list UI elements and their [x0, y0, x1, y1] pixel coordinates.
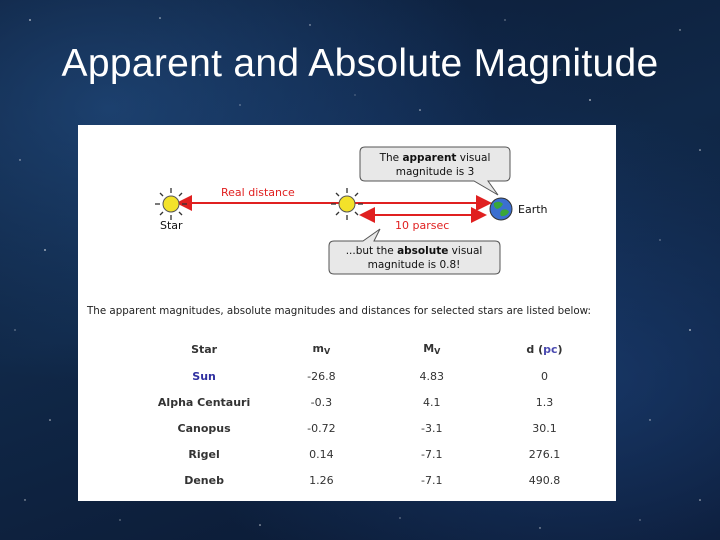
apparent-magnitude-cell: -0.3 — [310, 395, 333, 409]
star-label: Star — [160, 219, 183, 232]
apparent-note-suffix: visual — [456, 152, 491, 164]
near-star-sun-icon — [331, 188, 363, 220]
apparent-magnitude-cell: 0.14 — [309, 447, 334, 461]
absolute-note-prefix: ...but the — [345, 245, 398, 257]
distance-cell: 1.3 — [535, 395, 554, 409]
ten-parsec-label: 10 parsec — [395, 219, 450, 232]
header-star: Star — [191, 342, 218, 356]
table-row — [142, 363, 602, 389]
slide-title: Apparent and Absolute Magnitude — [61, 42, 659, 85]
distance-cell: 30.1 — [532, 421, 557, 435]
distance-cell: 276.1 — [528, 447, 561, 461]
earth-icon — [490, 198, 512, 220]
svg-text:...but the absolute visual — [346, 245, 483, 257]
distance-cell: 0 — [540, 369, 548, 383]
absolute-magnitude-cell: -3.1 — [421, 421, 443, 435]
star-name: Canopus — [177, 421, 231, 435]
table-row — [142, 389, 602, 415]
star-name: Alpha Centauri — [157, 395, 251, 409]
absolute-magnitude-cell: 4.83 — [419, 369, 445, 383]
header-M-sub: V — [434, 347, 441, 356]
real-distance-label: Real distance — [221, 186, 295, 199]
star-name: Rigel — [188, 447, 220, 461]
magnitude-table — [142, 335, 602, 493]
table-header-row — [142, 335, 602, 363]
absolute-note-bold: absolute — [397, 245, 449, 257]
absolute-note-line2: magnitude is 0.8! — [367, 259, 461, 271]
absolute-magnitude-bubble — [329, 229, 500, 274]
apparent-note-line2: magnitude is 3 — [395, 166, 475, 178]
header-M-letter: M — [423, 342, 435, 355]
apparent-magnitude-cell: -26.8 — [307, 369, 336, 383]
star-name: Sun — [192, 369, 216, 383]
far-star-sun-icon — [155, 188, 187, 220]
apparent-note-prefix: The — [379, 152, 403, 164]
table-caption: The apparent magnitudes, absolute magnitudes and distances for selected stars are listed below: — [87, 305, 591, 317]
absolute-note-suffix: visual — [448, 245, 483, 257]
table-row — [142, 467, 602, 493]
header-m-sub: V — [324, 347, 331, 356]
earth-label: Earth — [518, 203, 548, 216]
header-d-prefix: d ( — [526, 342, 544, 356]
header-apparent-magnitude — [266, 335, 376, 363]
svg-text:The apparent visual — [379, 152, 491, 164]
distance-diagram — [78, 125, 616, 297]
apparent-magnitude-cell: 1.26 — [309, 473, 334, 487]
table-row — [142, 415, 602, 441]
apparent-magnitude-bubble — [360, 147, 510, 195]
table-row — [142, 441, 602, 467]
star-name: Deneb — [184, 473, 224, 487]
header-d-unit: pc — [543, 342, 558, 356]
magnitude-figure — [78, 125, 616, 501]
apparent-magnitude-cell: -0.72 — [307, 421, 336, 435]
header-d-suffix: ) — [557, 342, 563, 356]
absolute-magnitude-cell: -7.1 — [421, 447, 443, 461]
header-distance — [487, 335, 602, 363]
apparent-note-bold: apparent — [402, 152, 457, 164]
header-absolute-magnitude — [377, 335, 487, 363]
absolute-magnitude-cell: 4.1 — [423, 395, 441, 409]
distance-cell: 490.8 — [528, 473, 561, 487]
header-m-letter: m — [312, 342, 325, 355]
absolute-magnitude-cell: -7.1 — [421, 473, 443, 487]
